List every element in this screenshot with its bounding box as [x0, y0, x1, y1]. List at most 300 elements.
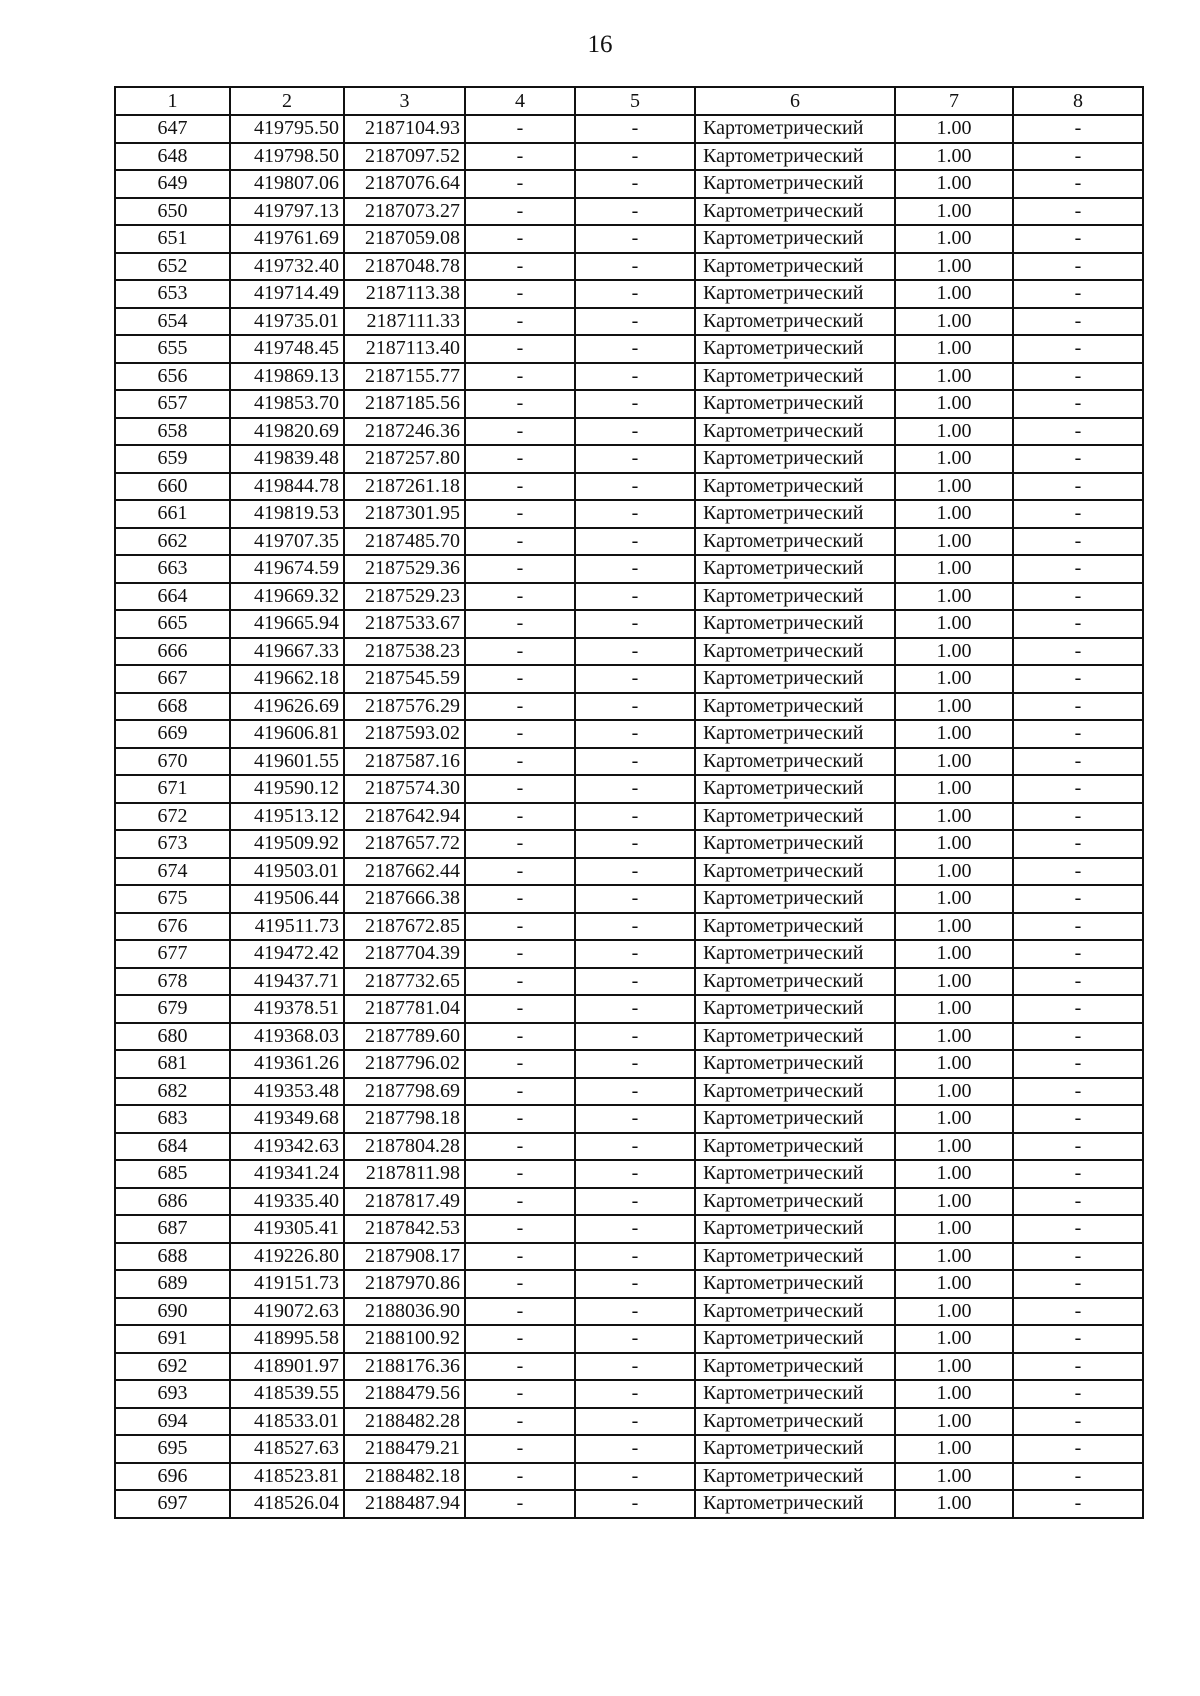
accuracy-cell: 1.00 — [895, 198, 1013, 226]
accuracy-cell: 1.00 — [895, 528, 1013, 556]
point-number-cell: 694 — [115, 1408, 230, 1436]
column-5-cell: - — [575, 775, 695, 803]
method-cell: Картометрический — [695, 1353, 895, 1381]
column-5-cell: - — [575, 500, 695, 528]
column-8-cell: - — [1013, 528, 1143, 556]
table-row — [115, 1078, 1143, 1106]
method-cell: Картометрический — [695, 885, 895, 913]
column-5-cell: - — [575, 473, 695, 501]
column-5-cell: - — [575, 115, 695, 143]
accuracy-cell: 1.00 — [895, 1188, 1013, 1216]
point-number-cell: 683 — [115, 1105, 230, 1133]
y-coordinate-cell: 2187485.70 — [344, 528, 465, 556]
table-row — [115, 748, 1143, 776]
x-coordinate-cell: 419503.01 — [230, 858, 344, 886]
column-8-cell: - — [1013, 1353, 1143, 1381]
column-4-cell: - — [465, 775, 575, 803]
column-5-cell: - — [575, 1325, 695, 1353]
accuracy-cell: 1.00 — [895, 1105, 1013, 1133]
column-8-cell: - — [1013, 418, 1143, 446]
x-coordinate-cell: 419342.63 — [230, 1133, 344, 1161]
table-row — [115, 1408, 1143, 1436]
point-number-cell: 692 — [115, 1353, 230, 1381]
method-cell: Картометрический — [695, 1490, 895, 1518]
column-4-cell: - — [465, 610, 575, 638]
table-row — [115, 885, 1143, 913]
accuracy-cell: 1.00 — [895, 1353, 1013, 1381]
y-coordinate-cell: 2187059.08 — [344, 225, 465, 253]
accuracy-cell: 1.00 — [895, 858, 1013, 886]
accuracy-cell: 1.00 — [895, 1380, 1013, 1408]
table-row — [115, 1270, 1143, 1298]
point-number-cell: 661 — [115, 500, 230, 528]
method-cell: Картометрический — [695, 1105, 895, 1133]
y-coordinate-cell: 2187076.64 — [344, 170, 465, 198]
column-5-cell: - — [575, 1353, 695, 1381]
table-row — [115, 1435, 1143, 1463]
table-row — [115, 968, 1143, 996]
column-5-cell: - — [575, 1050, 695, 1078]
column-8-cell: - — [1013, 335, 1143, 363]
column-5-cell: - — [575, 1490, 695, 1518]
point-number-cell: 672 — [115, 803, 230, 831]
column-4-cell: - — [465, 885, 575, 913]
point-number-cell: 668 — [115, 693, 230, 721]
y-coordinate-cell: 2188479.56 — [344, 1380, 465, 1408]
accuracy-cell: 1.00 — [895, 1050, 1013, 1078]
point-number-cell: 651 — [115, 225, 230, 253]
column-header: 5 — [575, 87, 695, 115]
point-number-cell: 673 — [115, 830, 230, 858]
column-4-cell: - — [465, 363, 575, 391]
column-8-cell: - — [1013, 1023, 1143, 1051]
point-number-cell: 665 — [115, 610, 230, 638]
method-cell: Картометрический — [695, 1160, 895, 1188]
column-header: 6 — [695, 87, 895, 115]
table-row — [115, 225, 1143, 253]
column-5-cell: - — [575, 1435, 695, 1463]
column-4-cell: - — [465, 1105, 575, 1133]
table-row — [115, 253, 1143, 281]
column-4-cell: - — [465, 638, 575, 666]
y-coordinate-cell: 2187301.95 — [344, 500, 465, 528]
x-coordinate-cell: 419601.55 — [230, 748, 344, 776]
y-coordinate-cell: 2187185.56 — [344, 390, 465, 418]
method-cell: Картометрический — [695, 280, 895, 308]
point-number-cell: 687 — [115, 1215, 230, 1243]
column-5-cell: - — [575, 995, 695, 1023]
x-coordinate-cell: 419626.69 — [230, 693, 344, 721]
accuracy-cell: 1.00 — [895, 1243, 1013, 1271]
y-coordinate-cell: 2187529.23 — [344, 583, 465, 611]
column-4-cell: - — [465, 225, 575, 253]
y-coordinate-cell: 2187781.04 — [344, 995, 465, 1023]
column-5-cell: - — [575, 940, 695, 968]
method-cell: Картометрический — [695, 940, 895, 968]
column-4-cell: - — [465, 445, 575, 473]
method-cell: Картометрический — [695, 143, 895, 171]
column-4-cell: - — [465, 1160, 575, 1188]
x-coordinate-cell: 419798.50 — [230, 143, 344, 171]
method-cell: Картометрический — [695, 830, 895, 858]
y-coordinate-cell: 2187574.30 — [344, 775, 465, 803]
y-coordinate-cell: 2187672.85 — [344, 913, 465, 941]
x-coordinate-cell: 419509.92 — [230, 830, 344, 858]
x-coordinate-cell: 419472.42 — [230, 940, 344, 968]
column-4-cell: - — [465, 748, 575, 776]
method-cell: Картометрический — [695, 995, 895, 1023]
accuracy-cell: 1.00 — [895, 1160, 1013, 1188]
x-coordinate-cell: 419437.71 — [230, 968, 344, 996]
method-cell: Картометрический — [695, 1408, 895, 1436]
column-4-cell: - — [465, 335, 575, 363]
column-4-cell: - — [465, 583, 575, 611]
y-coordinate-cell: 2187257.80 — [344, 445, 465, 473]
x-coordinate-cell: 418523.81 — [230, 1463, 344, 1491]
x-coordinate-cell: 419748.45 — [230, 335, 344, 363]
point-number-cell: 647 — [115, 115, 230, 143]
column-8-cell: - — [1013, 115, 1143, 143]
x-coordinate-cell: 419513.12 — [230, 803, 344, 831]
y-coordinate-cell: 2187048.78 — [344, 253, 465, 281]
column-8-cell: - — [1013, 968, 1143, 996]
point-number-cell: 688 — [115, 1243, 230, 1271]
x-coordinate-cell: 418901.97 — [230, 1353, 344, 1381]
column-5-cell: - — [575, 418, 695, 446]
column-8-cell: - — [1013, 1435, 1143, 1463]
y-coordinate-cell: 2187097.52 — [344, 143, 465, 171]
method-cell: Картометрический — [695, 638, 895, 666]
point-number-cell: 697 — [115, 1490, 230, 1518]
column-8-cell: - — [1013, 1298, 1143, 1326]
column-5-cell: - — [575, 803, 695, 831]
column-5-cell: - — [575, 858, 695, 886]
table-row — [115, 1050, 1143, 1078]
y-coordinate-cell: 2187804.28 — [344, 1133, 465, 1161]
table-row — [115, 198, 1143, 226]
table-row — [115, 583, 1143, 611]
column-5-cell: - — [575, 885, 695, 913]
y-coordinate-cell: 2188482.28 — [344, 1408, 465, 1436]
table-row — [115, 1023, 1143, 1051]
column-8-cell: - — [1013, 775, 1143, 803]
y-coordinate-cell: 2187798.69 — [344, 1078, 465, 1106]
point-number-cell: 681 — [115, 1050, 230, 1078]
x-coordinate-cell: 419853.70 — [230, 390, 344, 418]
table-row — [115, 1490, 1143, 1518]
y-coordinate-cell: 2188100.92 — [344, 1325, 465, 1353]
coordinates-table — [114, 86, 1144, 1519]
accuracy-cell: 1.00 — [895, 748, 1013, 776]
y-coordinate-cell: 2187533.67 — [344, 610, 465, 638]
point-number-cell: 650 — [115, 198, 230, 226]
table-row — [115, 143, 1143, 171]
accuracy-cell: 1.00 — [895, 500, 1013, 528]
x-coordinate-cell: 419839.48 — [230, 445, 344, 473]
table-row — [115, 913, 1143, 941]
point-number-cell: 671 — [115, 775, 230, 803]
x-coordinate-cell: 418526.04 — [230, 1490, 344, 1518]
column-4-cell: - — [465, 665, 575, 693]
x-coordinate-cell: 419797.13 — [230, 198, 344, 226]
method-cell: Картометрический — [695, 1215, 895, 1243]
column-8-cell: - — [1013, 1215, 1143, 1243]
accuracy-cell: 1.00 — [895, 335, 1013, 363]
column-5-cell: - — [575, 1188, 695, 1216]
x-coordinate-cell: 419361.26 — [230, 1050, 344, 1078]
accuracy-cell: 1.00 — [895, 390, 1013, 418]
point-number-cell: 695 — [115, 1435, 230, 1463]
column-8-cell: - — [1013, 500, 1143, 528]
column-4-cell: - — [465, 913, 575, 941]
accuracy-cell: 1.00 — [895, 143, 1013, 171]
column-5-cell: - — [575, 1078, 695, 1106]
table-row — [115, 1188, 1143, 1216]
column-5-cell: - — [575, 1215, 695, 1243]
column-5-cell: - — [575, 390, 695, 418]
x-coordinate-cell: 419349.68 — [230, 1105, 344, 1133]
column-4-cell: - — [465, 390, 575, 418]
point-number-cell: 680 — [115, 1023, 230, 1051]
column-5-cell: - — [575, 1105, 695, 1133]
y-coordinate-cell: 2188479.21 — [344, 1435, 465, 1463]
method-cell: Картометрический — [695, 1325, 895, 1353]
method-cell: Картометрический — [695, 583, 895, 611]
table-row — [115, 803, 1143, 831]
accuracy-cell: 1.00 — [895, 1078, 1013, 1106]
x-coordinate-cell: 419714.49 — [230, 280, 344, 308]
column-5-cell: - — [575, 445, 695, 473]
accuracy-cell: 1.00 — [895, 940, 1013, 968]
method-cell: Картометрический — [695, 1298, 895, 1326]
x-coordinate-cell: 419368.03 — [230, 1023, 344, 1051]
table-row — [115, 1215, 1143, 1243]
y-coordinate-cell: 2187576.29 — [344, 693, 465, 721]
column-8-cell: - — [1013, 1160, 1143, 1188]
column-5-cell: - — [575, 748, 695, 776]
point-number-cell: 684 — [115, 1133, 230, 1161]
column-5-cell: - — [575, 610, 695, 638]
accuracy-cell: 1.00 — [895, 280, 1013, 308]
column-8-cell: - — [1013, 830, 1143, 858]
x-coordinate-cell: 419606.81 — [230, 720, 344, 748]
point-number-cell: 662 — [115, 528, 230, 556]
accuracy-cell: 1.00 — [895, 363, 1013, 391]
column-header: 4 — [465, 87, 575, 115]
y-coordinate-cell: 2187113.38 — [344, 280, 465, 308]
method-cell: Картометрический — [695, 1243, 895, 1271]
method-cell: Картометрический — [695, 115, 895, 143]
accuracy-cell: 1.00 — [895, 665, 1013, 693]
column-4-cell: - — [465, 1490, 575, 1518]
column-4-cell: - — [465, 693, 575, 721]
point-number-cell: 667 — [115, 665, 230, 693]
accuracy-cell: 1.00 — [895, 445, 1013, 473]
column-8-cell: - — [1013, 803, 1143, 831]
table-row — [115, 665, 1143, 693]
method-cell: Картометрический — [695, 1050, 895, 1078]
method-cell: Картометрический — [695, 1435, 895, 1463]
accuracy-cell: 1.00 — [895, 1023, 1013, 1051]
x-coordinate-cell: 419335.40 — [230, 1188, 344, 1216]
y-coordinate-cell: 2187796.02 — [344, 1050, 465, 1078]
point-number-cell: 658 — [115, 418, 230, 446]
column-4-cell: - — [465, 1408, 575, 1436]
y-coordinate-cell: 2187842.53 — [344, 1215, 465, 1243]
method-cell: Картометрический — [695, 198, 895, 226]
method-cell: Картометрический — [695, 1270, 895, 1298]
column-header: 7 — [895, 87, 1013, 115]
point-number-cell: 675 — [115, 885, 230, 913]
column-4-cell: - — [465, 1435, 575, 1463]
accuracy-cell: 1.00 — [895, 885, 1013, 913]
column-4-cell: - — [465, 1078, 575, 1106]
method-cell: Картометрический — [695, 445, 895, 473]
column-4-cell: - — [465, 968, 575, 996]
point-number-cell: 659 — [115, 445, 230, 473]
column-8-cell: - — [1013, 1133, 1143, 1161]
accuracy-cell: 1.00 — [895, 693, 1013, 721]
column-4-cell: - — [465, 170, 575, 198]
x-coordinate-cell: 419665.94 — [230, 610, 344, 638]
column-4-cell: - — [465, 143, 575, 171]
y-coordinate-cell: 2187908.17 — [344, 1243, 465, 1271]
column-4-cell: - — [465, 830, 575, 858]
table-row — [115, 720, 1143, 748]
x-coordinate-cell: 419869.13 — [230, 363, 344, 391]
method-cell: Картометрический — [695, 335, 895, 363]
method-cell: Картометрический — [695, 775, 895, 803]
column-5-cell: - — [575, 913, 695, 941]
column-5-cell: - — [575, 253, 695, 281]
point-number-cell: 649 — [115, 170, 230, 198]
x-coordinate-cell: 419506.44 — [230, 885, 344, 913]
point-number-cell: 660 — [115, 473, 230, 501]
column-8-cell: - — [1013, 1078, 1143, 1106]
accuracy-cell: 1.00 — [895, 913, 1013, 941]
point-number-cell: 678 — [115, 968, 230, 996]
column-5-cell: - — [575, 720, 695, 748]
y-coordinate-cell: 2187817.49 — [344, 1188, 465, 1216]
point-number-cell: 682 — [115, 1078, 230, 1106]
point-number-cell: 653 — [115, 280, 230, 308]
method-cell: Картометрический — [695, 913, 895, 941]
accuracy-cell: 1.00 — [895, 170, 1013, 198]
column-header: 3 — [344, 87, 465, 115]
column-5-cell: - — [575, 1380, 695, 1408]
column-header: 1 — [115, 87, 230, 115]
y-coordinate-cell: 2187111.33 — [344, 308, 465, 336]
column-4-cell: - — [465, 253, 575, 281]
method-cell: Картометрический — [695, 390, 895, 418]
column-8-cell: - — [1013, 1490, 1143, 1518]
column-8-cell: - — [1013, 638, 1143, 666]
y-coordinate-cell: 2187246.36 — [344, 418, 465, 446]
column-8-cell: - — [1013, 665, 1143, 693]
x-coordinate-cell: 418527.63 — [230, 1435, 344, 1463]
column-4-cell: - — [465, 1298, 575, 1326]
column-4-cell: - — [465, 1463, 575, 1491]
method-cell: Картометрический — [695, 225, 895, 253]
accuracy-cell: 1.00 — [895, 610, 1013, 638]
x-coordinate-cell: 419820.69 — [230, 418, 344, 446]
column-8-cell: - — [1013, 1105, 1143, 1133]
x-coordinate-cell: 419072.63 — [230, 1298, 344, 1326]
y-coordinate-cell: 2187104.93 — [344, 115, 465, 143]
y-coordinate-cell: 2187811.98 — [344, 1160, 465, 1188]
point-number-cell: 676 — [115, 913, 230, 941]
method-cell: Картометрический — [695, 720, 895, 748]
point-number-cell: 679 — [115, 995, 230, 1023]
column-4-cell: - — [465, 1353, 575, 1381]
column-5-cell: - — [575, 555, 695, 583]
column-8-cell: - — [1013, 1188, 1143, 1216]
column-5-cell: - — [575, 280, 695, 308]
column-8-cell: - — [1013, 198, 1143, 226]
y-coordinate-cell: 2187789.60 — [344, 1023, 465, 1051]
accuracy-cell: 1.00 — [895, 638, 1013, 666]
point-number-cell: 685 — [115, 1160, 230, 1188]
column-4-cell: - — [465, 115, 575, 143]
table-row — [115, 638, 1143, 666]
column-8-cell: - — [1013, 280, 1143, 308]
x-coordinate-cell: 419305.41 — [230, 1215, 344, 1243]
accuracy-cell: 1.00 — [895, 775, 1013, 803]
method-cell: Картометрический — [695, 610, 895, 638]
column-8-cell: - — [1013, 363, 1143, 391]
column-4-cell: - — [465, 1050, 575, 1078]
table-row — [115, 335, 1143, 363]
column-5-cell: - — [575, 1298, 695, 1326]
x-coordinate-cell: 418995.58 — [230, 1325, 344, 1353]
column-8-cell: - — [1013, 913, 1143, 941]
column-5-cell: - — [575, 1408, 695, 1436]
table-row — [115, 500, 1143, 528]
column-4-cell: - — [465, 1270, 575, 1298]
y-coordinate-cell: 2187970.86 — [344, 1270, 465, 1298]
point-number-cell: 669 — [115, 720, 230, 748]
y-coordinate-cell: 2187657.72 — [344, 830, 465, 858]
table-row — [115, 830, 1143, 858]
column-4-cell: - — [465, 995, 575, 1023]
method-cell: Картометрический — [695, 1188, 895, 1216]
table-row — [115, 1463, 1143, 1491]
method-cell: Картометрический — [695, 968, 895, 996]
accuracy-cell: 1.00 — [895, 1325, 1013, 1353]
point-number-cell: 652 — [115, 253, 230, 281]
table-row — [115, 775, 1143, 803]
table-row — [115, 858, 1143, 886]
x-coordinate-cell: 419378.51 — [230, 995, 344, 1023]
x-coordinate-cell: 419735.01 — [230, 308, 344, 336]
table-row — [115, 1353, 1143, 1381]
column-4-cell: - — [465, 1243, 575, 1271]
column-5-cell: - — [575, 1160, 695, 1188]
accuracy-cell: 1.00 — [895, 473, 1013, 501]
x-coordinate-cell: 419226.80 — [230, 1243, 344, 1271]
accuracy-cell: 1.00 — [895, 225, 1013, 253]
point-number-cell: 693 — [115, 1380, 230, 1408]
x-coordinate-cell: 419151.73 — [230, 1270, 344, 1298]
x-coordinate-cell: 419761.69 — [230, 225, 344, 253]
y-coordinate-cell: 2187662.44 — [344, 858, 465, 886]
point-number-cell: 664 — [115, 583, 230, 611]
table-row — [115, 610, 1143, 638]
point-number-cell: 656 — [115, 363, 230, 391]
table-row — [115, 1105, 1143, 1133]
y-coordinate-cell: 2187529.36 — [344, 555, 465, 583]
accuracy-cell: 1.00 — [895, 115, 1013, 143]
